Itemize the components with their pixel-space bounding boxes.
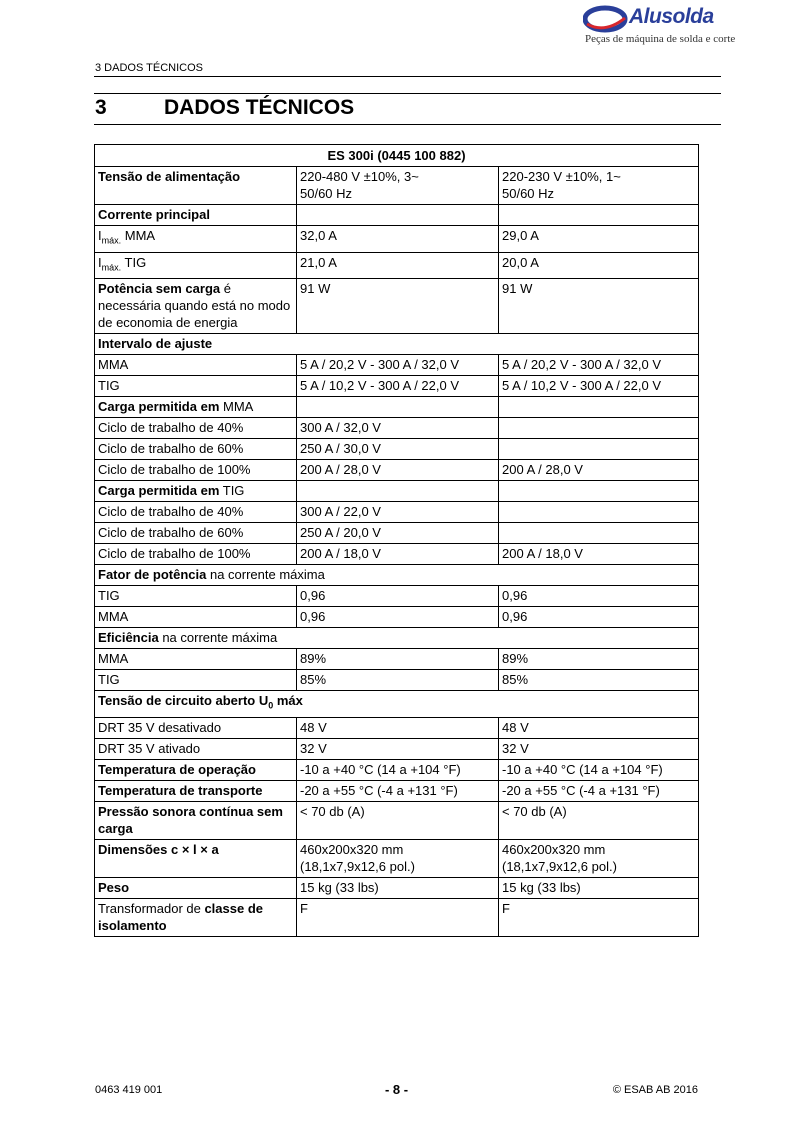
label-segment: Carga permitida em (98, 399, 220, 415)
table-row (95, 877, 699, 898)
value-single-phase: 48 V (499, 717, 699, 738)
label-segment: Temperatura de operação (98, 761, 256, 777)
row-label (95, 691, 699, 718)
label-segment: Tensão de alimentação (98, 169, 241, 184)
label-segment: Potência sem carga (98, 281, 221, 297)
label-segment: DRT 35 V ativado (98, 740, 201, 756)
logo-swoosh-icon (583, 4, 629, 34)
label-segment: MMA (98, 357, 129, 373)
value-three-phase: 91 W (297, 279, 499, 334)
label-segment: MMA (121, 228, 156, 243)
table-row (95, 439, 699, 460)
value-three-phase (297, 481, 499, 502)
value-three-phase: 21,0 A (297, 252, 499, 279)
value-single-phase (499, 418, 699, 439)
value-single-phase (499, 397, 699, 418)
table-row (95, 502, 699, 523)
label-segment: na corrente máxima (158, 630, 278, 646)
row-label (95, 418, 297, 439)
row-label (95, 355, 297, 376)
running-head: 3 DADOS TÉCNICOS (95, 62, 203, 74)
label-segment: TIG (98, 378, 120, 394)
table-row (95, 898, 699, 936)
label-segment: MMA (98, 609, 129, 625)
value-three-phase: 89% (297, 649, 499, 670)
label-segment: é necessária quando está no modo de economia de energia (98, 281, 291, 331)
value-three-phase (297, 205, 499, 226)
label-segment: I (98, 228, 102, 243)
table-row (95, 167, 699, 205)
value-three-phase: < 70 db (A) (297, 801, 499, 839)
table-row (95, 670, 699, 691)
value-single-phase (499, 205, 699, 226)
row-label (95, 565, 699, 586)
value-three-phase: -10 a +40 °C (14 a +104 °F) (297, 759, 499, 780)
value-three-phase: 200 A / 18,0 V (297, 544, 499, 565)
row-label (95, 607, 297, 628)
table-row (95, 839, 699, 877)
label-segment: Ciclo de trabalho de 40% (98, 504, 244, 520)
label-segment: Intervalo de ajuste (98, 336, 213, 352)
label-segment: classe de isolamento (98, 900, 263, 933)
row-label (95, 252, 297, 279)
table-row (95, 523, 699, 544)
value-three-phase: F (297, 898, 499, 936)
value-three-phase: 300 A / 32,0 V (297, 418, 499, 439)
value-single-phase: -20 a +55 °C (-4 a +131 °F) (499, 780, 699, 801)
value-single-phase: 460x200x320 mm (18,1x7,9x12,6 pol.) (499, 839, 699, 877)
doc-number: 0463 419 001 (95, 1084, 163, 1096)
value-three-phase: 5 A / 10,2 V - 300 A / 22,0 V (297, 376, 499, 397)
row-label (95, 717, 297, 738)
table-row (95, 649, 699, 670)
value-three-phase: 250 A / 20,0 V (297, 523, 499, 544)
label-segment: Transformador de (98, 900, 205, 916)
table-row (95, 717, 699, 738)
value-single-phase: 85% (499, 670, 699, 691)
section-row (95, 565, 699, 586)
chapter-title: DADOS TÉCNICOS (164, 96, 355, 119)
row-label (95, 759, 297, 780)
table-row (95, 460, 699, 481)
label-segment: TIG (121, 254, 147, 270)
table-title: ES 300i (0445 100 882) (95, 145, 699, 167)
row-label (95, 502, 297, 523)
label-segment: Ciclo de trabalho de 40% (98, 420, 244, 436)
label-segment: Ciclo de trabalho de 60% (98, 525, 244, 541)
row-label (95, 877, 297, 898)
value-three-phase: 85% (297, 670, 499, 691)
table-row (95, 397, 699, 418)
row-label (95, 628, 699, 649)
label-segment: Fator de potência (98, 567, 207, 583)
label-segment: Ciclo de trabalho de 60% (98, 441, 244, 457)
chapter-rule-bottom (94, 124, 721, 125)
label-segment: TIG (98, 672, 120, 688)
row-label (95, 397, 297, 418)
label-segment: máx (273, 693, 303, 709)
label-segment: MMA (219, 399, 254, 415)
label-segment: Pressão sonora contínua sem carga (98, 803, 283, 836)
value-single-phase: 5 A / 20,2 V - 300 A / 32,0 V (499, 355, 699, 376)
row-label (95, 279, 297, 334)
label-segment: máx. (101, 235, 122, 246)
chapter-heading (95, 96, 354, 120)
value-single-phase: 220-230 V ±10%, 1~ 50/60 Hz (499, 167, 699, 205)
row-label (95, 226, 297, 253)
label-segment: Temperatura de transporte (98, 782, 263, 798)
table-row (95, 759, 699, 780)
row-label (95, 801, 297, 839)
table-row (95, 355, 699, 376)
section-row (95, 691, 699, 718)
value-single-phase: 5 A / 10,2 V - 300 A / 22,0 V (499, 376, 699, 397)
label-segment: Corrente principal (98, 207, 210, 222)
copyright: © ESAB AB 2016 (612, 1084, 698, 1096)
table-row (95, 279, 699, 334)
value-three-phase: 220-480 V ±10%, 3~ 50/60 Hz (297, 167, 499, 205)
value-three-phase: 0,96 (297, 586, 499, 607)
label-segment: I (98, 254, 102, 270)
value-single-phase (499, 481, 699, 502)
value-single-phase: F (499, 898, 699, 936)
value-single-phase: 200 A / 18,0 V (499, 544, 699, 565)
row-label (95, 523, 297, 544)
value-single-phase: 200 A / 28,0 V (499, 460, 699, 481)
label-segment: Eficiência (98, 630, 159, 646)
table-row (95, 780, 699, 801)
label-segment: na corrente máxima (206, 567, 325, 583)
row-label (95, 205, 297, 226)
value-three-phase: 32,0 A (297, 226, 499, 253)
row-label (95, 649, 297, 670)
table-row (95, 738, 699, 759)
section-row (95, 628, 699, 649)
label-segment: Carga permitida em (98, 483, 220, 499)
table-row (95, 801, 699, 839)
row-label (95, 780, 297, 801)
value-three-phase: 460x200x320 mm (18,1x7,9x12,6 pol.) (297, 839, 499, 877)
value-single-phase (499, 523, 699, 544)
label-segment: MMA (98, 651, 129, 667)
label-segment: Peso (98, 879, 130, 895)
label-segment: Tensão de circuito aberto U (98, 693, 269, 709)
label-segment: máx. (101, 262, 122, 273)
table-row (95, 418, 699, 439)
logo-name: Alusolda (629, 5, 714, 28)
value-three-phase: 200 A / 28,0 V (297, 460, 499, 481)
label-segment: Ciclo de trabalho de 100% (98, 462, 251, 478)
row-label (95, 898, 297, 936)
value-single-phase (499, 439, 699, 460)
value-single-phase: 89% (499, 649, 699, 670)
row-label (95, 167, 297, 205)
chapter-number: 3 (95, 96, 107, 119)
row-label (95, 334, 699, 355)
value-single-phase: 0,96 (499, 586, 699, 607)
value-three-phase (297, 397, 499, 418)
table-row (95, 544, 699, 565)
value-single-phase: 15 kg (33 lbs) (499, 877, 699, 898)
value-three-phase: -20 a +55 °C (-4 a +131 °F) (297, 780, 499, 801)
table-row (95, 252, 699, 279)
value-three-phase: 300 A / 22,0 V (297, 502, 499, 523)
row-label (95, 738, 297, 759)
header-rule (94, 76, 721, 77)
value-single-phase: -10 a +40 °C (14 a +104 °F) (499, 759, 699, 780)
value-three-phase: 0,96 (297, 607, 499, 628)
logo-tagline: Peças de máquina de solda e corte (585, 33, 736, 45)
row-label (95, 544, 297, 565)
row-label (95, 376, 297, 397)
value-single-phase: 29,0 A (499, 226, 699, 253)
value-single-phase: < 70 db (A) (499, 801, 699, 839)
table-row (95, 205, 699, 226)
label-segment: DRT 35 V desativado (98, 719, 222, 735)
row-label (95, 586, 297, 607)
table-row (95, 607, 699, 628)
value-three-phase: 250 A / 30,0 V (297, 439, 499, 460)
label-segment: TIG (98, 588, 120, 604)
row-label (95, 439, 297, 460)
table-row (95, 226, 699, 253)
table-row (95, 586, 699, 607)
spec-table (94, 144, 699, 937)
section-row (95, 334, 699, 355)
label-segment: Dimensões c × l × a (98, 841, 219, 857)
brand-logo (583, 2, 736, 46)
label-segment: 0 (268, 700, 274, 711)
label-segment: Ciclo de trabalho de 100% (98, 546, 251, 562)
row-label (95, 481, 297, 502)
value-single-phase: 91 W (499, 279, 699, 334)
row-label (95, 670, 297, 691)
row-label (95, 460, 297, 481)
page-number: - 8 - (384, 1082, 409, 1097)
label-segment: TIG (219, 483, 245, 499)
value-single-phase (499, 502, 699, 523)
row-label (95, 839, 297, 877)
table-row (95, 376, 699, 397)
value-three-phase: 15 kg (33 lbs) (297, 877, 499, 898)
table-header-row (95, 145, 699, 167)
value-three-phase: 48 V (297, 717, 499, 738)
value-three-phase: 5 A / 20,2 V - 300 A / 32,0 V (297, 355, 499, 376)
value-single-phase: 20,0 A (499, 252, 699, 279)
chapter-rule-top (94, 93, 721, 94)
value-three-phase: 32 V (297, 738, 499, 759)
table-row (95, 481, 699, 502)
value-single-phase: 32 V (499, 738, 699, 759)
value-single-phase: 0,96 (499, 607, 699, 628)
